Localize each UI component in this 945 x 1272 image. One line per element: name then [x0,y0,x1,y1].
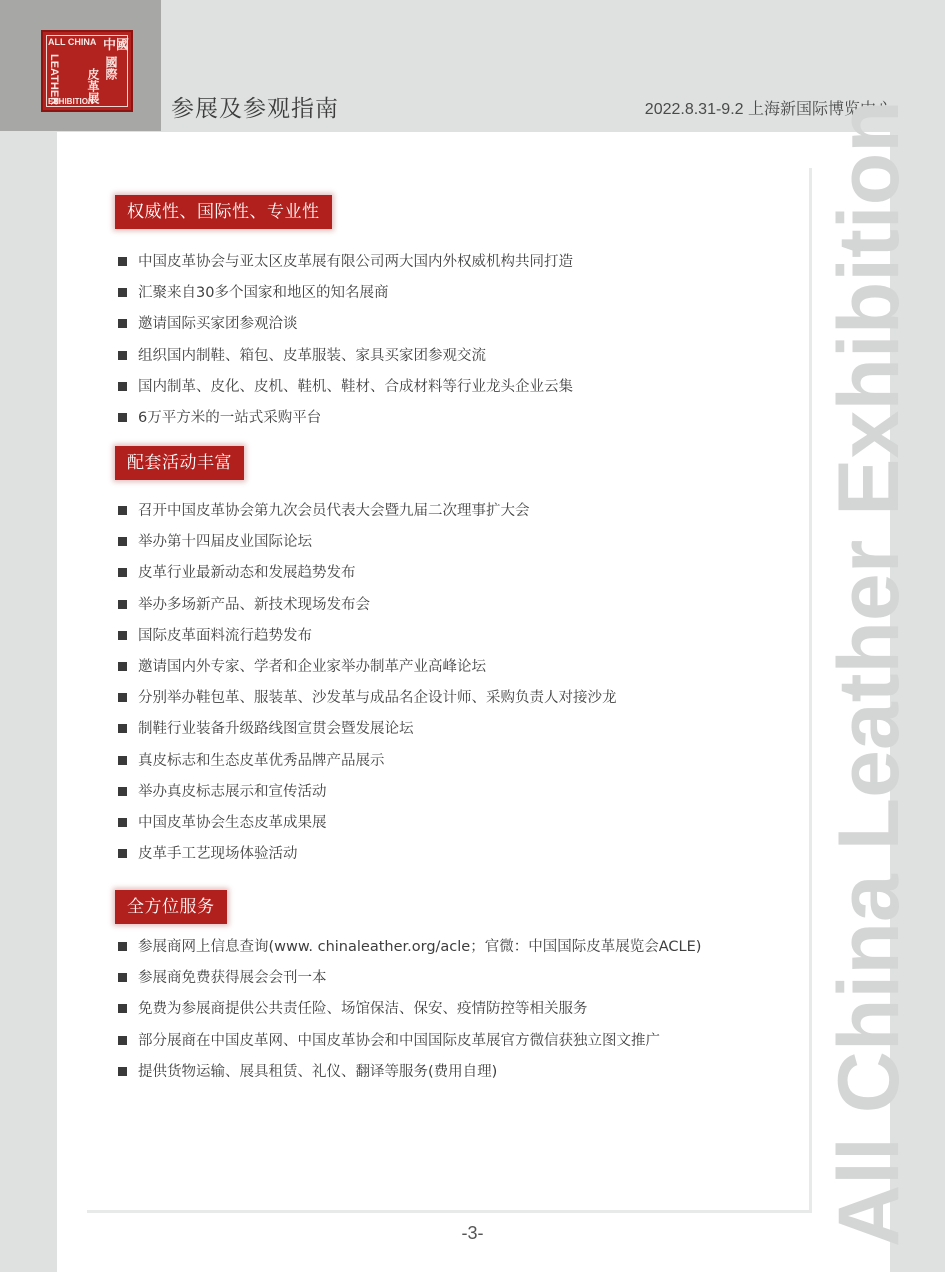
list-item: 组织国内制鞋、箱包、皮革服装、家具买家团参观交流 [118,346,573,377]
list-item: 皮革行业最新动态和发展趋势发布 [118,563,617,594]
list-item: 举办第十四届皮业国际论坛 [118,532,617,563]
list-item: 制鞋行业装备升级路线图宣贯会暨发展论坛 [118,719,617,750]
logo-text: 國際 [104,56,118,80]
section-list-2 [118,501,617,875]
list-item: 免费为参展商提供公共责任险、场馆保洁、保安、疫情防控等相关服务 [118,999,701,1030]
list-item: 6万平方米的一站式采购平台 [118,408,573,439]
list-item: 邀请国内外专家、学者和企业家举办制革产业高峰论坛 [118,657,617,688]
list-item: 真皮标志和生态皮革优秀品牌产品展示 [118,751,617,782]
logo-text: EXHIBITION [48,97,94,106]
logo-panel [0,0,161,131]
list-item: 参展商免费获得展会会刊一本 [118,968,701,999]
logo-text: ALL CHINA [48,37,97,47]
list-item: 参展商网上信息查询(www. chinaleather.org/acle；官微：中国国际皮革展览会ACLE) [118,937,701,968]
section-heading-3 [115,890,227,924]
logo-text: LEATHER [48,54,60,106]
bottom-divider [87,1210,812,1213]
section-list-1 [118,252,573,439]
list-item: 中国皮革协会与亚太区皮革展有限公司两大国内外权威机构共同打造 [118,252,573,283]
section-list-3 [118,937,701,1093]
logo-text: 中國 [103,37,130,52]
right-divider [809,168,812,1210]
logo-text: 皮革展 [86,68,100,104]
list-item: 部分展商在中国皮革网、中国皮革协会和中国国际皮革展官方微信获独立图文推广 [118,1031,701,1062]
section-badge: 权威性、国际性、专业性 [115,195,332,229]
list-item: 国内制革、皮化、皮机、鞋机、鞋材、合成材料等行业龙头企业云集 [118,377,573,408]
page-number: -3- [461,1223,484,1243]
section-badge: 配套活动丰富 [115,446,244,480]
section-badge: 全方位服务 [115,890,227,924]
list-item: 举办多场新产品、新技术现场发布会 [118,595,617,626]
vertical-watermark: All China Leather Exhibition [821,100,917,1247]
section-heading-1 [115,195,332,229]
list-item: 皮革手工艺现场体验活动 [118,844,617,875]
list-item: 邀请国际买家团参观洽谈 [118,314,573,345]
list-item: 举办真皮标志展示和宣传活动 [118,782,617,813]
list-item: 分别举办鞋包革、服装革、沙发革与成品名企设计师、采购负责人对接沙龙 [118,688,617,719]
list-item: 国际皮革面料流行趋势发布 [118,626,617,657]
date-venue: 2022.8.31-9.2 上海新国际博览中心 [644,101,892,118]
list-item: 中国皮革协会生态皮革成果展 [118,813,617,844]
page-title: 参展及参观指南 [171,96,339,122]
list-item: 汇聚来自30多个国家和地区的知名展商 [118,283,573,314]
list-item: 提供货物运输、展具租赁、礼仪、翻译等服务(费用自理) [118,1062,701,1093]
section-heading-2 [115,446,244,480]
exhibition-seal-logo [41,30,133,112]
list-item: 召开中国皮革协会第九次会员代表大会暨九届二次理事扩大会 [118,501,617,532]
